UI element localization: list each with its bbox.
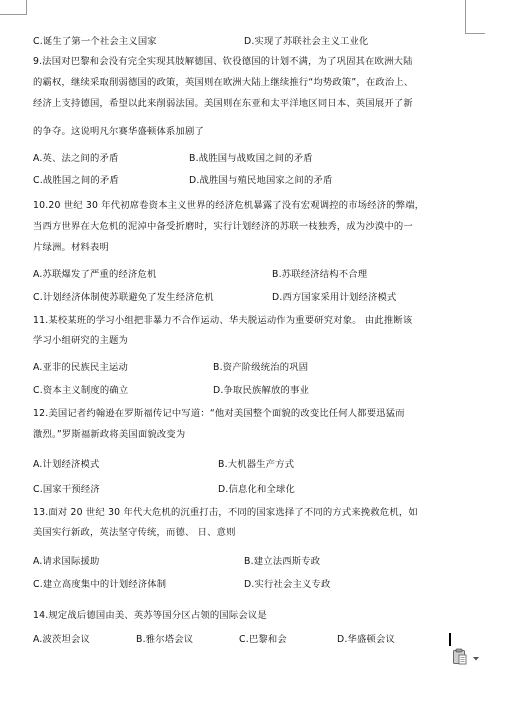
q11-stem-line: 学习小组研究的主题为 (33, 335, 128, 346)
q9-stem-line: 的争夺。这说明凡尔赛华盛顿体系加剧了 (33, 126, 204, 137)
q14-option-b: B.雅尔塔会议 (136, 634, 194, 645)
chevron-down-icon (472, 656, 480, 662)
crop-mark-right-vertical (465, 0, 466, 34)
q11-stem-line: 11.某校某班的学习小组把非暴力不合作运动、华夫脱运动作为重要研究对象。 由此推断该 (33, 315, 413, 326)
q9-stem-line: 9.法国对巴黎和会没有完全实现其肢解德国、钦役德国的计划不满，为了巩固其在欧洲大陆 (33, 56, 413, 67)
q8-option-d: D.实现了苏联社会主义工业化 (244, 36, 369, 47)
q13-stem-line: 13.面对 20 世纪 30 年代大危机的沉重打击，不同的国家选择了不同的方式来挽救危机，如 (33, 507, 418, 518)
crop-mark-left-vertical (26, 0, 27, 14)
q12-stem-line: 12.美国记者约翰逊在罗斯福传记中写道：“他对美国整个面貌的改变比任何人都要迅猛而 (33, 408, 405, 419)
q11-option-b: B.资产阶级统治的巩固 (213, 362, 309, 373)
q14-option-c: C.巴黎和会 (239, 634, 287, 645)
q10-stem-line: 片绿洲。材料表明 (33, 242, 109, 253)
q8-option-c: C.诞生了第一个社会主义国家 (33, 36, 157, 47)
q12-option-b: B.大机器生产方式 (218, 459, 295, 470)
q9-option-a: A.英、法之间的矛盾 (33, 153, 119, 164)
crop-mark-left-horizontal (0, 14, 27, 15)
q9-option-d: D.战胜国与殖民地国家之间的矛盾 (189, 175, 333, 186)
q13-option-b: B.建立法西斯专政 (244, 556, 321, 567)
q11-option-c: C.资本主义制度的确立 (33, 385, 129, 396)
q13-option-d: D.实行社会主义专政 (244, 579, 331, 590)
q12-option-c: C.国家干预经济 (33, 484, 100, 495)
q14-option-d: D.华盛顿会议 (337, 634, 395, 645)
crop-mark-right-horizontal (465, 33, 485, 34)
q10-option-c: C.计划经济体制使苏联避免了发生经济危机 (33, 292, 214, 303)
q10-stem-line: 10.20 世纪 30 年代初席卷资本主义世界的经济危机暴露了没有宏观调控的市场经济的弊端， (33, 200, 425, 211)
q12-stem-line: 激烈。”罗斯福新政将美国面貌改变为 (33, 429, 186, 440)
q13-option-a: A.请求国际援助 (33, 556, 100, 567)
q12-option-d: D.信息化和全球化 (218, 484, 295, 495)
text-cursor (449, 633, 451, 646)
q9-option-c: C.战胜国之间的矛盾 (33, 175, 119, 186)
q13-stem-line: 美国实行新政，英法坚守传统，而德、 日、意则 (33, 527, 236, 538)
q9-option-b: B.战胜国与战败国之间的矛盾 (189, 153, 313, 164)
q10-option-b: B.苏联经济结构不合理 (272, 269, 368, 280)
q11-option-a: A.亚非的民族民主运动 (33, 362, 129, 373)
q10-option-a: A.苏联爆发了严重的经济危机 (33, 269, 157, 280)
q12-option-a: A.计划经济模式 (33, 459, 100, 470)
q10-stem-line: 当西方世界在大危机的泥淖中备受折磨时，实行计划经济的苏联一枝独秀，成为沙漠中的一 (33, 221, 413, 232)
q13-option-c: C.建立高度集中的计划经济体制 (33, 579, 167, 590)
q9-stem-line: 的霸权，继续采取削弱德国的政策，英国则在欧洲大陆上继续推行“均势政策”，在政治上、 (33, 77, 414, 88)
q10-option-d: D.西方国家采用计划经济模式 (272, 292, 397, 303)
q9-stem-line: 经济上支持德国，希望以此来削弱法国。美国则在东亚和太平洋地区同日本、英国展开了新 (33, 98, 413, 109)
q14-stem: 14.规定战后德国由美、英苏等国分区占领的国际会议是 (33, 610, 267, 621)
q11-option-d: D.争取民族解放的事业 (213, 385, 309, 396)
q14-option-a: A.波茨坦会议 (33, 634, 91, 645)
paste-options-button[interactable] (452, 648, 480, 666)
